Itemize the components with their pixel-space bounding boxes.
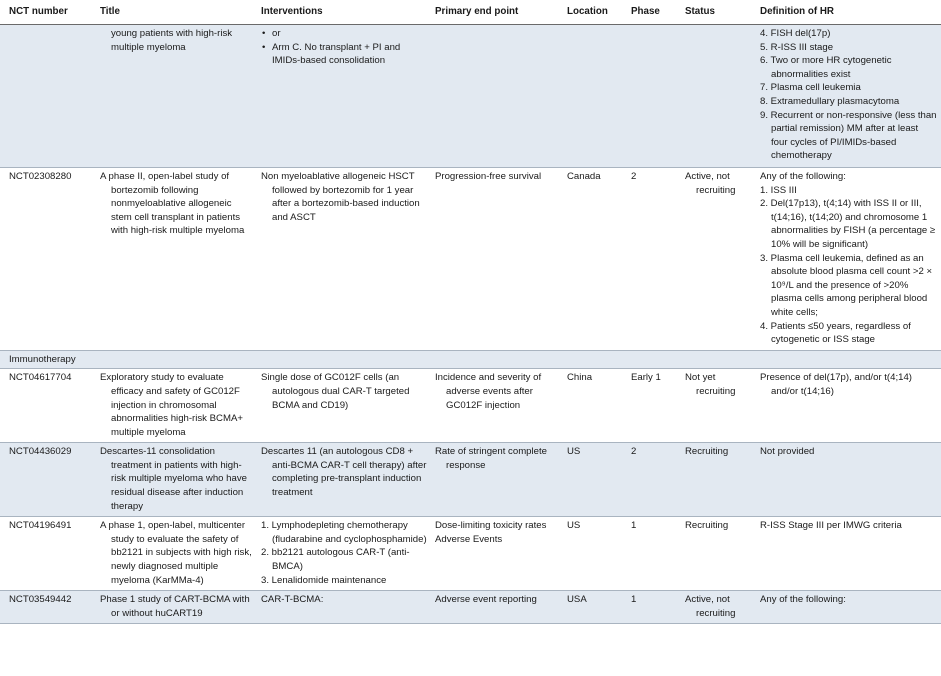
cell-phase: 2	[627, 168, 681, 351]
cell-interventions	[257, 25, 431, 168]
list-item: 4. FISH del(17p)	[760, 28, 831, 39]
cell-hr	[756, 25, 941, 168]
table-row	[0, 591, 941, 624]
cell-interventions	[257, 517, 431, 591]
cell-location	[563, 25, 627, 168]
cell-interventions: Single dose of GC012F cells (an autologous dual CAR-T targeted BCMA and CD19)	[257, 369, 431, 443]
cell-title: Exploratory study to evaluate efficacy and safety of GC012F injection in chromosomal abnormalities high-risk BCMA+ multiple myeloma	[96, 369, 257, 443]
list-item: 7. Plasma cell leukemia	[760, 82, 861, 94]
cell-hr: R-ISS Stage III per IMWG criteria	[756, 517, 941, 591]
cell-title: Phase 1 study of CART-BCMA with or without huCART19	[96, 591, 257, 624]
cell-interventions: Descartes 11 (an autologous CD8 + anti-BCMA CAR-T cell therapy) after completing pre-transplant induction treatment	[257, 443, 431, 517]
cell-endpoint: Progression-free survival	[431, 168, 563, 351]
section-row	[0, 350, 941, 369]
section-immunotherapy: Immunotherapy	[0, 350, 941, 369]
table-row	[0, 369, 941, 443]
list-item: • or	[261, 27, 427, 41]
cell-endpoint: Adverse event reporting	[431, 591, 563, 624]
cell-phase: 1	[627, 591, 681, 624]
cell-phase: Early 1	[627, 369, 681, 443]
cell-interventions: CAR-T-BCMA:	[257, 591, 431, 624]
cell-nct: NCT02308280	[0, 168, 96, 351]
list-item: 2. Del(17p13), t(4;14) with ISS II or III, t(14;16), t(14;20) and chromosome 1 abnormalities by FISH (a percentage ≥ 10% will be significant)	[760, 198, 936, 250]
header-nct: NCT number	[0, 0, 96, 25]
cell-status: Active, not recruiting	[681, 168, 756, 351]
list-item: 2. bb2121 autologous CAR-T (anti-BMCA)	[261, 547, 410, 573]
cell-status: Active, not recruiting	[681, 591, 756, 624]
list-item: 1. Lymphodepleting chemotherapy (fludarabine and cyclophosphamide)	[261, 520, 427, 545]
list-item: 8. Extramedullary plasmacytoma	[760, 95, 900, 107]
table-row	[0, 443, 941, 517]
cell-status: Recruiting	[681, 443, 756, 517]
header-endpoint: Primary end point	[431, 0, 563, 25]
cell-phase: 1	[627, 517, 681, 591]
cell-status: Not yet recruiting	[681, 369, 756, 443]
header-status: Status	[681, 0, 756, 25]
cell-location: US	[563, 443, 627, 517]
cell-location: USA	[563, 591, 627, 624]
table-row	[0, 517, 941, 591]
cell-endpoint: Rate of stringent complete response	[431, 443, 563, 517]
cell-title: A phase II, open-label study of bortezomib following nonmyeloablative allogeneic stem cell transplant in patients with high-risk multiple myeloma	[96, 168, 257, 351]
list-item: 3. Lenalidomide maintenance	[261, 574, 387, 586]
cell-location: US	[563, 517, 627, 591]
cell-title: A phase 1, open-label, multicenter study to evaluate the safety of bb2121 in subjects with high risk, newly diagnosed multiple myeloma (KarMMa-4)	[96, 517, 257, 591]
cell-interventions: Non myeloablative allogeneic HSCT followed by bortezomib for 1 year after a bortezomib-based induction and ASCT	[257, 168, 431, 351]
list-item: 3. Plasma cell leukemia, defined as an absolute blood plasma cell count >2 × 10⁹/L and the presence of >20% plasma cells among peripheral blood white cells;	[760, 252, 933, 318]
list-item: 9. Recurrent or non-responsive (less than partial remission) MM after at least four cycles of PI/IMIDs-based chemotherapy	[760, 109, 937, 162]
cell-title: young patients with high-risk multiple myeloma	[96, 25, 257, 168]
header-location: Location	[563, 0, 627, 25]
list-item: 1. ISS III	[760, 184, 797, 196]
header-interventions: Interventions	[257, 0, 431, 25]
list-item: • Arm C. No transplant + PI and IMIDs-based consolidation	[261, 41, 427, 68]
list-item: 6. Two or more HR cytogenetic abnormalities exist	[760, 55, 892, 80]
cell-status: Recruiting	[681, 517, 756, 591]
cell-nct	[0, 25, 96, 168]
cell-nct: NCT04196491	[0, 517, 96, 591]
list-item: 4. Patients ≤50 years, regardless of cytogenetic or ISS stage	[760, 320, 911, 346]
cell-hr: Presence of del(17p), and/or t(4;14) and/or t(14;16)	[756, 369, 941, 443]
cell-nct: NCT04617704	[0, 369, 96, 443]
cell-phase	[627, 25, 681, 168]
list-item: 5. R-ISS III stage	[760, 41, 834, 53]
cell-endpoint: Dose-limiting toxicity rates Adverse Events	[431, 517, 563, 591]
cell-location: Canada	[563, 168, 627, 351]
table-row	[0, 168, 941, 351]
header-hr: Definition of HR	[756, 0, 941, 25]
cell-title: Descartes-11 consolidation treatment in patients with high-risk multiple myeloma who have residual disease after induction therapy	[96, 443, 257, 517]
cell-status	[681, 25, 756, 168]
cell-hr: Not provided	[756, 443, 941, 517]
cell-location: China	[563, 369, 627, 443]
table-row	[0, 25, 941, 168]
cell-endpoint: Incidence and severity of adverse events after GC012F injection	[431, 369, 563, 443]
cell-nct: NCT04436029	[0, 443, 96, 517]
cell-hr: Any of the following: 1. ISS III 2. Del(17p13), t(4;14) with ISS II or III, t(14;16), t(14;20) and chromosome 1 abnormalities by FISH (a percentage ≥ 10% will be significant) 3. Plasma cell leukemia, defined as an absolute blood plasma cell count >2 × 10⁹/L and the presence of >20% plasma cells among peripheral blood white cells; 4. Patients ≤50 years, regardless of cytogenetic or ISS stage	[756, 168, 941, 351]
header-title: Title	[96, 0, 257, 25]
cell-phase: 2	[627, 443, 681, 517]
header-row	[0, 0, 941, 25]
cell-hr: Any of the following:	[756, 591, 941, 624]
header-phase: Phase	[627, 0, 681, 25]
cell-endpoint	[431, 25, 563, 168]
cell-nct: NCT03549442	[0, 591, 96, 624]
